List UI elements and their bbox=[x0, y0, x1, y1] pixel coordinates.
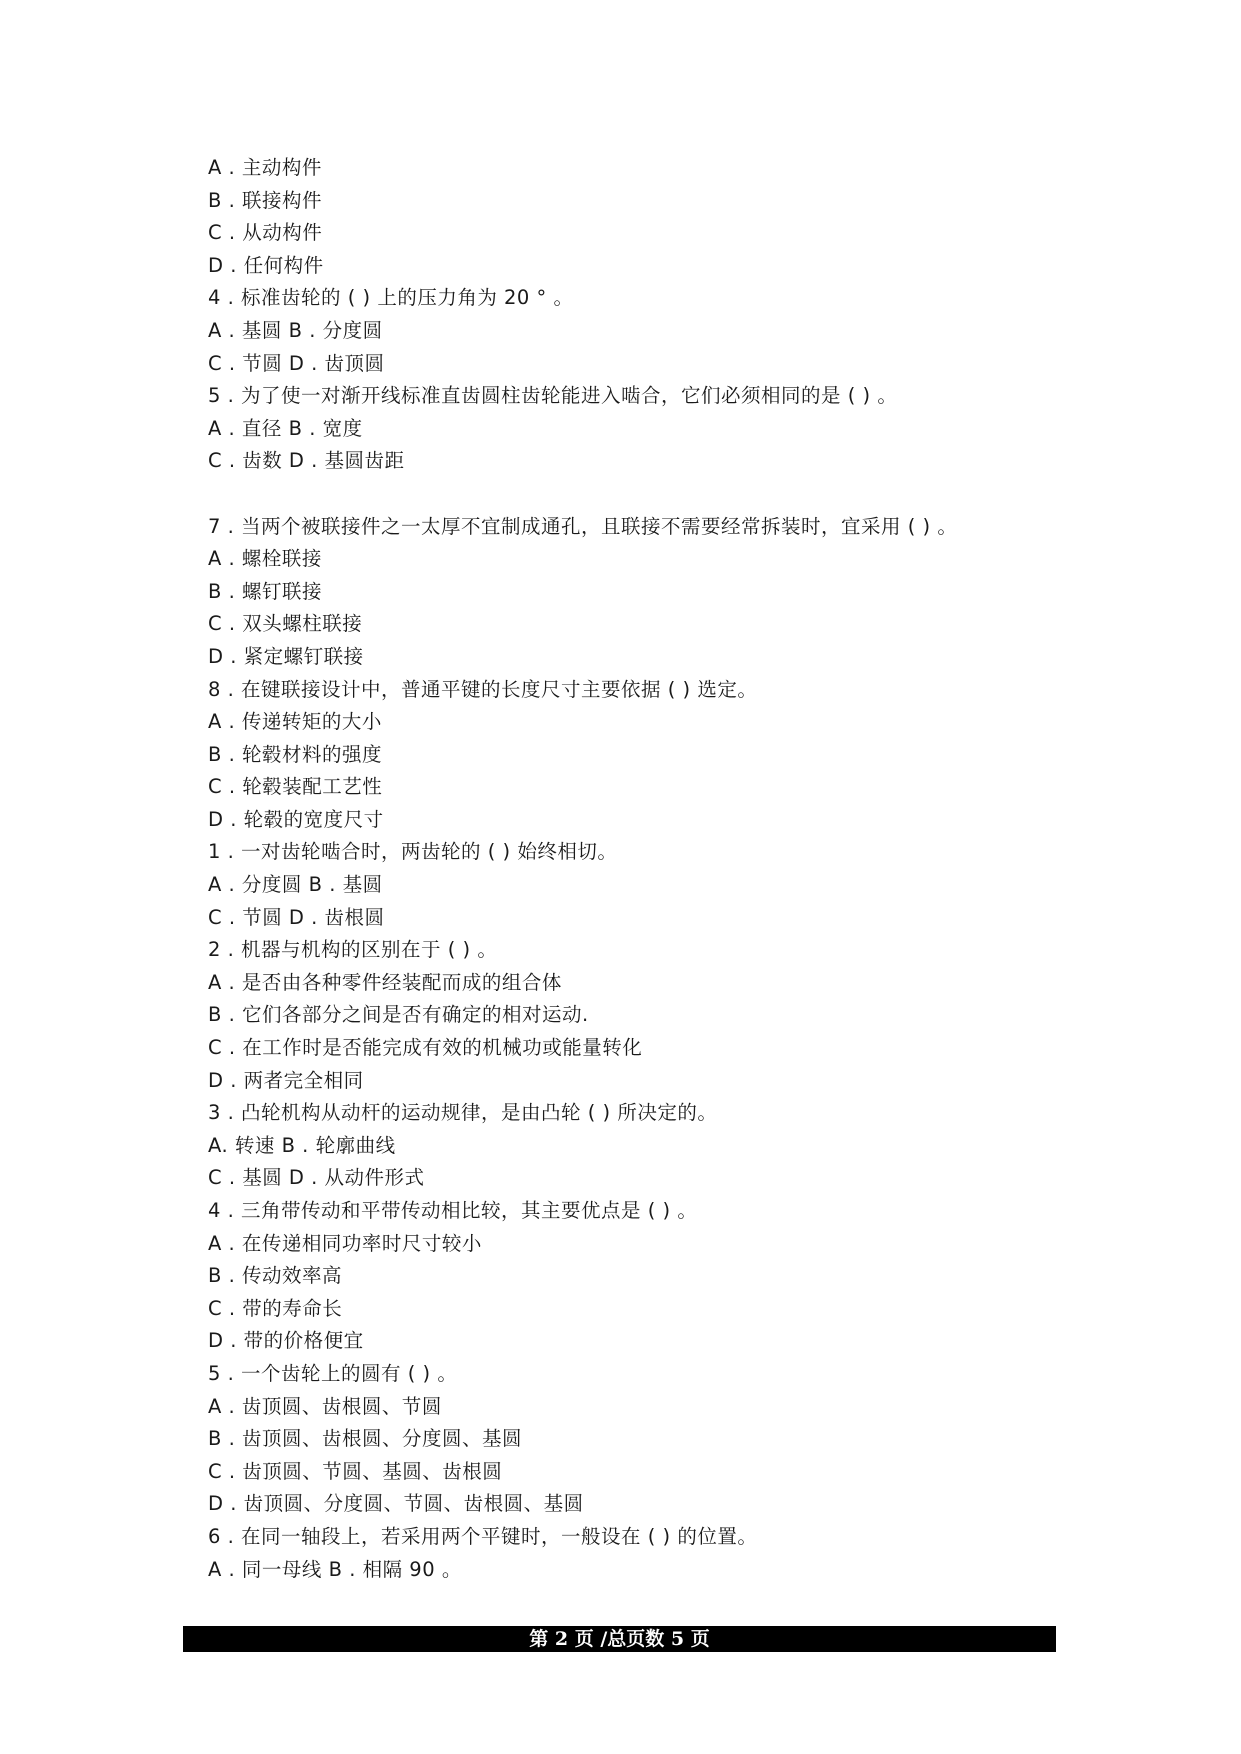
text-line: D . 轮毂的宽度尺寸 bbox=[208, 807, 384, 831]
text-line: A. 转速 B . 轮廓曲线 bbox=[208, 1133, 396, 1157]
text-line: A . 分度圆 B . 基圆 bbox=[208, 873, 383, 897]
text-line: B . 轮毂材料的强度 bbox=[208, 742, 382, 766]
page-footer bbox=[183, 1626, 1056, 1652]
text-line: 2 . 机器与机构的区别在于 ( ) 。 bbox=[208, 938, 498, 962]
text-line: C . 带的寿命长 bbox=[208, 1296, 343, 1320]
text-line: 3 . 凸轮机构从动杆的运动规律，是由凸轮 ( ) 所决定的。 bbox=[208, 1101, 718, 1125]
text-line: 5 . 一个齿轮上的圆有 ( ) 。 bbox=[208, 1361, 458, 1385]
page-number-text: 第 2 页 /总页数 5 页 bbox=[529, 1628, 710, 1650]
text-line: A . 基圆 B . 分度圆 bbox=[208, 318, 383, 342]
text-line: D . 齿顶圆、分度圆、节圆、齿根圆、基圆 bbox=[208, 1492, 584, 1516]
text-line: A . 主动构件 bbox=[208, 156, 322, 179]
text-line: D . 任何构件 bbox=[208, 253, 324, 277]
text-line: B . 它们各部分之间是否有确定的相对运动. bbox=[208, 1003, 589, 1027]
text-line: 1 . 一对齿轮啮合时，两齿轮的 ( ) 始终相切。 bbox=[208, 840, 618, 864]
text-line: 4 . 标准齿轮的 ( ) 上的压力角为 20 ° 。 bbox=[208, 286, 574, 310]
text-line: A . 螺栓联接 bbox=[208, 547, 322, 571]
text-line: D . 带的价格便宜 bbox=[208, 1329, 364, 1353]
text-line: C . 在工作时是否能完成有效的机械功或能量转化 bbox=[208, 1036, 643, 1060]
text-line: C . 节圆 D . 齿根圆 bbox=[208, 905, 385, 929]
text-line: A . 是否由各种零件经装配而成的组合体 bbox=[208, 970, 562, 994]
text-line: C . 双头螺柱联接 bbox=[208, 612, 363, 636]
text-line: A . 在传递相同功率时尺寸较小 bbox=[208, 1231, 482, 1255]
text-line: 5 . 为了使一对渐开线标准直齿圆柱齿轮能进入啮合，它们必须相同的是 ( ) 。 bbox=[208, 384, 898, 408]
text-line: 7 . 当两个被联接件之一太厚不宜制成通孔，且联接不需要经常拆装时，宜采用 ( ) 。 bbox=[208, 514, 958, 538]
text-line: C . 基圆 D . 从动件形式 bbox=[208, 1166, 425, 1190]
text-line: C . 轮毂装配工艺性 bbox=[208, 775, 383, 799]
text-line: C . 齿数 D . 基圆齿距 bbox=[208, 449, 405, 473]
blank-line bbox=[208, 478, 1108, 511]
text-line: 6 . 在同一轴段上，若采用两个平键时，一般设在 ( ) 的位置。 bbox=[208, 1524, 758, 1548]
text-line: A . 直径 B . 宽度 bbox=[208, 416, 363, 440]
text-line: B . 传动效率高 bbox=[208, 1264, 342, 1288]
text-line: A . 同一母线 B . 相隔 90 。 bbox=[208, 1557, 462, 1581]
text-line: 8 . 在键联接设计中，普通平键的长度尺寸主要依据 ( ) 选定。 bbox=[208, 677, 758, 701]
text-line: B . 联接构件 bbox=[208, 188, 322, 212]
text-line: D . 两者完全相同 bbox=[208, 1068, 364, 1092]
text-line: A . 齿顶圆、齿根圆、节圆 bbox=[208, 1394, 442, 1418]
text-line: B . 螺钉联接 bbox=[208, 579, 322, 603]
text-line: C . 节圆 D . 齿顶圆 bbox=[208, 351, 385, 375]
text-line: 4 . 三角带传动和平带传动相比较，其主要优点是 ( ) 。 bbox=[208, 1199, 698, 1222]
document-body bbox=[208, 152, 1108, 1586]
text-line: C . 齿顶圆、节圆、基圆、齿根圆 bbox=[208, 1459, 503, 1483]
text-line: B . 齿顶圆、齿根圆、分度圆、基圆 bbox=[208, 1427, 522, 1451]
text-line: D . 紧定螺钉联接 bbox=[208, 644, 364, 668]
text-line: A . 传递转矩的大小 bbox=[208, 710, 382, 734]
text-line: C . 从动构件 bbox=[208, 221, 323, 245]
